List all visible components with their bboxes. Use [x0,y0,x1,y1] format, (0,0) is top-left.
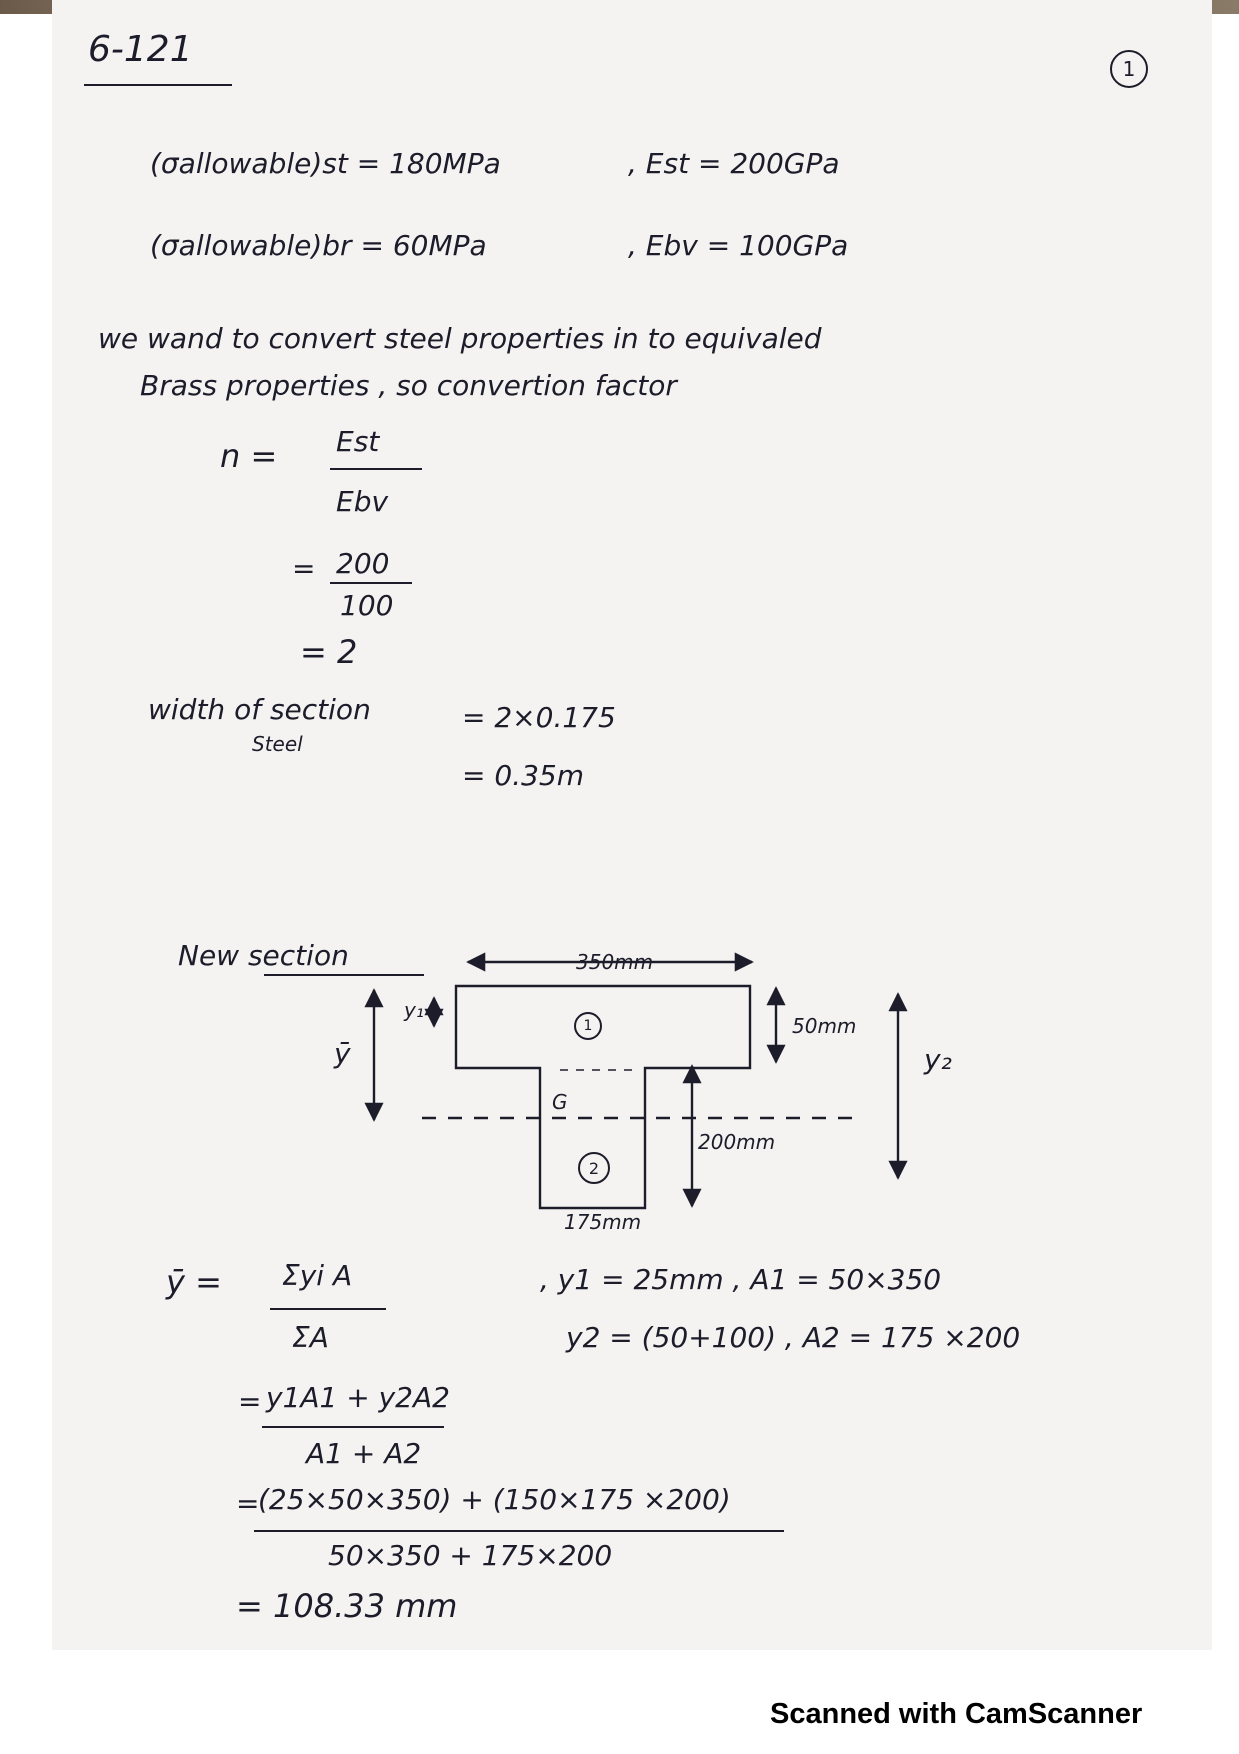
problem-number: 6-121 [88,29,193,70]
sigma-allowable-brass: (σallowable)br = 60MPa [150,229,487,262]
web-height-label: 200mm [698,1130,776,1154]
step-3-equals: = [236,1487,260,1520]
ybar-result: = 108.33 mm [236,1587,458,1625]
n-numerator-symbol: Est [336,425,380,458]
step-2-fraction-line [262,1426,444,1428]
statement-line-1: we wand to convert steel properties in to equivaled [98,322,822,355]
y2-label: y₂ [924,1043,952,1076]
formula-numerator: Σyi A [282,1259,353,1292]
web-width-label: 175mm [564,1210,642,1234]
formula-denominator: ΣA [292,1321,329,1354]
y1-label: y₁ [404,998,424,1022]
step-3-fraction-line [254,1530,784,1532]
top-width-label: 350mm [576,950,654,974]
modulus-brass: , Ebv = 100GPa [628,229,849,262]
width-sub-label: Steel [252,732,303,756]
n-denominator-value: 100 [340,589,394,622]
page-number: 1 [1110,50,1148,88]
sigma-allowable-steel: (σallowable)st = 180MPa [150,147,501,180]
part-1-marker: 1 [574,1012,602,1040]
centroid-label: G [552,1090,568,1114]
width-label: width of section [148,693,371,726]
part-2-marker: 2 [578,1152,610,1184]
statement-line-2: Brass properties , so convertion factor [140,369,677,402]
step-3-numerator: (25×50×350) + (150×175 ×200) [258,1483,731,1516]
new-section-label: New section [178,939,349,972]
params-line-1: , y1 = 25mm , A1 = 50×350 [540,1263,942,1296]
params-line-2: y2 = (50+100) , A2 = 175 ×200 [566,1321,1021,1354]
ybar-label: ȳ [334,1037,351,1070]
step-3-denominator: 50×350 + 175×200 [328,1539,613,1572]
n-lhs: n = [220,437,278,475]
step-2-denominator: A1 + A2 [306,1437,422,1470]
n-equals: = [292,552,316,585]
flange-height-label: 50mm [792,1014,857,1038]
ybar-lhs: ȳ = [166,1263,222,1301]
step-2-numerator: y1A1 + y2A2 [266,1381,450,1414]
step-2-equals: = [238,1385,262,1418]
width-result: = 0.35m [462,759,584,792]
formula-fraction-line [270,1308,386,1310]
modulus-steel: , Est = 200GPa [628,147,840,180]
camscanner-watermark: Scanned with CamScanner [770,1698,1143,1730]
width-expression: = 2×0.175 [462,701,616,734]
n-numerator-value: 200 [336,547,390,580]
n-result: = 2 [300,633,358,671]
n-denominator-symbol: Ebv [336,485,389,518]
